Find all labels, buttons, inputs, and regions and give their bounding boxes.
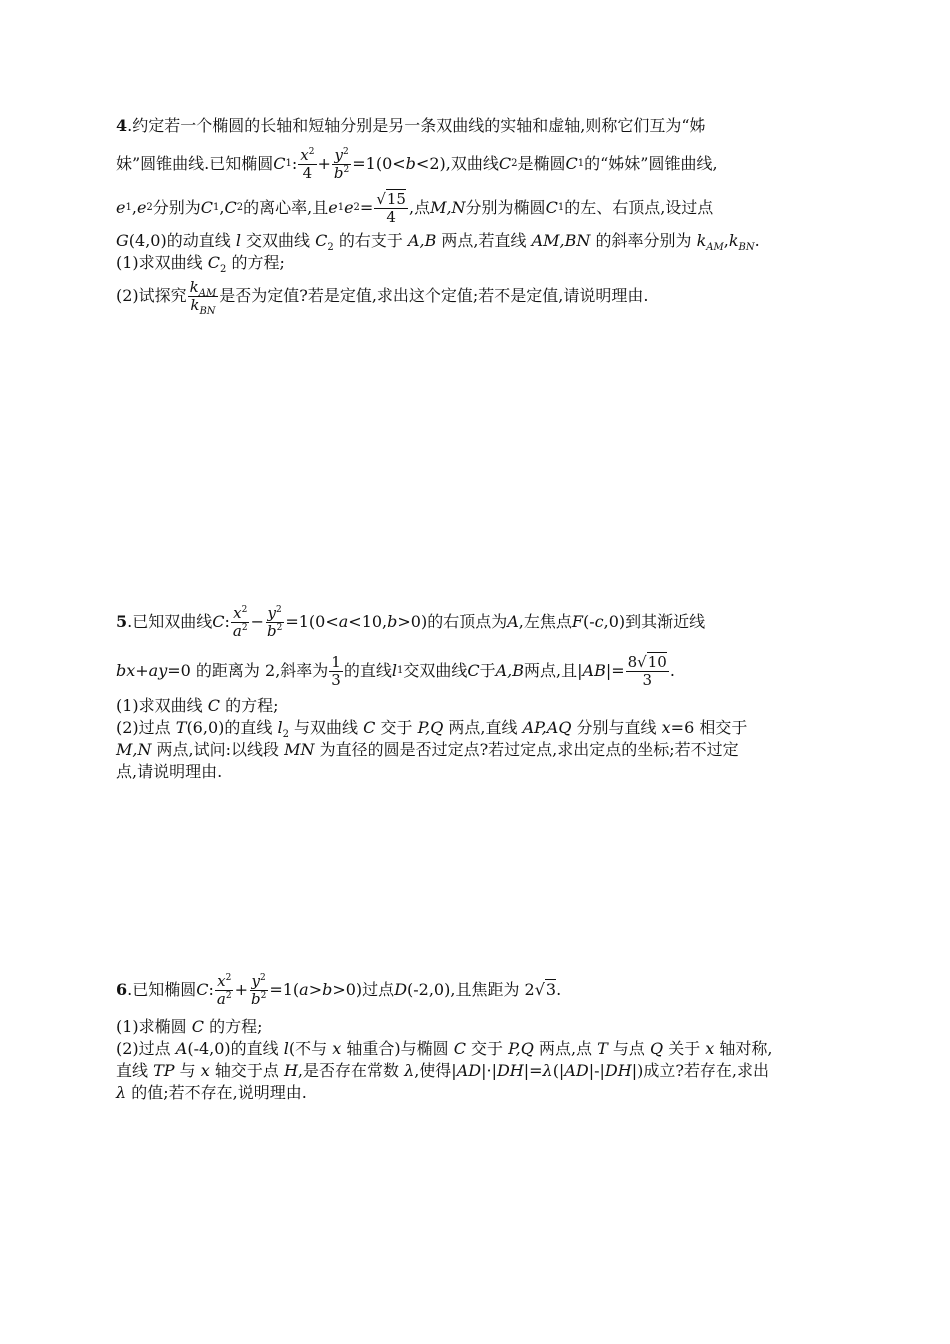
- text-span: (|: [552, 1061, 565, 1080]
- text-span: a: [299, 980, 309, 999]
- text-span: BN: [199, 305, 216, 317]
- text-span: b: [405, 154, 416, 173]
- text-span: (2)试探究: [116, 286, 187, 305]
- text-span: ,: [723, 231, 729, 250]
- text-span: (-4,0)的直线: [187, 1039, 284, 1058]
- text-span: .: [556, 980, 562, 999]
- text-span: AM,BN: [531, 231, 591, 250]
- text-span: 交于: [465, 1039, 509, 1058]
- text-span: >0)的右顶点为: [397, 612, 508, 631]
- text-span: G: [116, 231, 129, 250]
- text-span: 的方程;: [226, 253, 285, 272]
- text-span: 8: [627, 652, 638, 671]
- text-span: b: [333, 163, 344, 182]
- problem-5-question-2-line-3: [116, 761, 836, 783]
- text-span: b: [266, 621, 277, 640]
- text-span: 2: [220, 264, 227, 276]
- text-span: >: [308, 980, 323, 999]
- text-span: T: [597, 1039, 608, 1058]
- text-span: λ: [116, 1083, 127, 1102]
- problem-6: [116, 964, 836, 1104]
- text-span: e: [344, 198, 354, 217]
- text-span: 分别为: [152, 198, 201, 217]
- text-span: 交于: [375, 718, 418, 737]
- text-span: 与: [174, 1061, 201, 1080]
- text-span: b: [322, 980, 333, 999]
- text-span: >0)过点: [332, 980, 395, 999]
- text-span: ,使得|: [414, 1061, 457, 1080]
- text-span: k: [728, 231, 739, 250]
- text-span: (1)求椭圆: [116, 1017, 192, 1036]
- text-span: 关于: [663, 1039, 706, 1058]
- text-span: |=: [523, 1061, 543, 1080]
- text-span: 的离心率,且: [243, 198, 329, 217]
- text-span: 分别与直线: [571, 718, 662, 737]
- fraction-x2-over-4: [298, 147, 316, 182]
- problem-5-question-1: [116, 695, 836, 717]
- text-span: k: [189, 277, 199, 296]
- text-span: 的右支于: [333, 231, 408, 250]
- text-span: ,0)到其渐近线: [603, 612, 706, 631]
- problem-6-question-2-line-3: [116, 1082, 836, 1104]
- text-span: C: [453, 1039, 466, 1058]
- text-span: +: [135, 661, 149, 680]
- text-span: b: [250, 989, 261, 1008]
- fraction-y2-over-b2: [332, 147, 351, 182]
- text-span: (-2,0),且焦距为 2: [407, 980, 535, 999]
- text-span: λ: [404, 1061, 415, 1080]
- text-span: <10,: [348, 612, 388, 631]
- problem-4-question-1: [116, 252, 836, 274]
- text-span: 于: [479, 661, 496, 680]
- text-span: :: [291, 154, 298, 173]
- text-span: A,B: [407, 231, 437, 250]
- text-span: C: [273, 154, 286, 173]
- problem-5-question-2-line-1: [116, 717, 836, 739]
- text-span: D: [394, 980, 408, 999]
- text-span: x: [233, 603, 242, 622]
- text-span: 2: [225, 990, 232, 1001]
- text-span: a: [338, 612, 349, 631]
- text-span: |)成立?若存在,求出: [631, 1061, 769, 1080]
- text-span: C: [315, 231, 328, 250]
- text-span: x: [661, 718, 671, 737]
- text-span: 2: [276, 604, 282, 615]
- text-span: C: [545, 198, 558, 217]
- text-span: A,B: [495, 661, 525, 680]
- text-span: =: [359, 198, 374, 217]
- text-span: C: [212, 612, 225, 631]
- problem-number: 6: [116, 980, 128, 999]
- problem-5-line-1: [116, 597, 836, 647]
- problem-6-question-2-line-1: [116, 1038, 836, 1060]
- text-span: DH: [496, 1061, 524, 1080]
- text-span: l: [235, 231, 241, 250]
- text-span: ,点: [408, 198, 431, 217]
- text-span: 与点: [607, 1039, 650, 1058]
- problem-number: 5: [116, 612, 128, 631]
- text-span: 的左、右顶点,设过点: [564, 198, 714, 217]
- text-span: 2: [260, 972, 266, 983]
- text-span: C: [200, 198, 214, 217]
- text-span: AM: [198, 287, 217, 299]
- text-span: 2: [241, 622, 248, 633]
- fraction-1-over-3: [329, 654, 343, 689]
- text-span: 的值;若不存在,说明理由.: [126, 1083, 307, 1102]
- text-span: b: [387, 612, 398, 631]
- text-span: 交双曲线: [240, 231, 316, 250]
- text-span: (2)过点: [116, 718, 176, 737]
- text-span: |-|: [588, 1061, 605, 1080]
- text-span: e: [136, 198, 147, 217]
- text-span: 为直径的圆是否过定点?若过定点,求出定点的坐标;若不过定: [314, 740, 739, 759]
- text-span: 10: [647, 652, 667, 671]
- text-span: 的“姊妹”圆锥曲线,: [584, 154, 718, 173]
- text-span: 两点,点: [533, 1039, 598, 1058]
- text-span: AP,AQ: [522, 718, 572, 737]
- text-span: =0 的距离为 2,斜率为: [167, 661, 329, 680]
- text-span: ,: [131, 198, 137, 217]
- text-span: 2: [241, 604, 248, 615]
- text-span: x: [300, 145, 309, 164]
- text-span: =1(0<: [285, 612, 339, 631]
- text-span: ,: [219, 198, 225, 217]
- text-span: 两点,试问:以线段: [151, 740, 285, 759]
- text-span: M,N: [116, 740, 152, 759]
- text-span: x: [705, 1039, 715, 1058]
- text-span: (2)过点: [116, 1039, 176, 1058]
- text-span: .: [754, 231, 760, 250]
- text-span: (6,0)的直线: [186, 718, 278, 737]
- text-span: Q: [649, 1039, 664, 1058]
- text-span: k: [696, 231, 707, 250]
- text-span: C: [467, 661, 480, 680]
- sqrt-3: √3: [534, 980, 557, 999]
- text-span: y: [334, 145, 343, 164]
- text-span: 妹”圆锥曲线.已知椭圆: [116, 154, 274, 173]
- text-span: 2: [225, 972, 232, 983]
- text-span: 交双曲线: [403, 661, 468, 680]
- text-span: (1)求双曲线: [116, 253, 208, 272]
- text-span: C: [565, 154, 578, 173]
- text-span: (1)求双曲线: [116, 696, 208, 715]
- text-span: l: [283, 1039, 289, 1058]
- text-span: =6 相交于: [670, 718, 748, 737]
- text-span: TP: [153, 1061, 175, 1080]
- text-span: 两点,若直线: [436, 231, 532, 250]
- text-span: 4: [386, 207, 396, 226]
- text-span: 轴对称,: [714, 1039, 773, 1058]
- text-span: C: [224, 198, 237, 217]
- text-span: x: [217, 971, 226, 990]
- text-span: ay: [148, 661, 168, 680]
- text-span: 4: [302, 163, 313, 182]
- text-span: AD: [456, 1061, 482, 1080]
- text-span: x: [200, 1061, 210, 1080]
- text-span: 2: [282, 729, 289, 741]
- text-span: 2: [343, 164, 350, 175]
- text-span: 点,请说明理由.: [116, 762, 223, 781]
- fraction-y2-over-b2: [249, 973, 268, 1008]
- text-span: .: [669, 661, 675, 680]
- text-span: 3: [545, 980, 557, 999]
- text-span: 轴重合)与椭圆: [341, 1039, 454, 1058]
- text-span: BN: [738, 242, 755, 254]
- text-span: C: [207, 696, 221, 715]
- text-span: AM: [706, 242, 724, 254]
- fraction-y2-over-b2: [265, 605, 284, 640]
- text-span: 的方程;: [204, 1017, 263, 1036]
- text-span: MN: [284, 740, 315, 759]
- text-span: =1(: [269, 980, 300, 999]
- text-span: e: [116, 198, 126, 217]
- text-span: 轴交于点: [209, 1061, 284, 1080]
- problem-4-line-4: [116, 230, 836, 252]
- text-span: 2: [260, 990, 267, 1001]
- problem-6-line-1: [116, 964, 836, 1016]
- text-span: C: [207, 253, 221, 272]
- problem-5-line-2: bx + ay =0 的距离为 2,斜率为 $\frac{1}{3}$ 的直线 l 1 交双曲线 C 于 A,B 两点,且| AB |= $\frac{8√10}{3}$ .: [116, 652, 675, 689]
- text-span: C: [498, 154, 512, 173]
- text-span: .已知椭圆: [127, 980, 197, 999]
- text-span: A: [175, 1039, 188, 1058]
- fraction-8sqrt10-over-3: $\frac{8√10}{3}$: [627, 652, 667, 689]
- text-span: (4,0)的动直线: [128, 231, 236, 250]
- text-span: l: [391, 661, 397, 680]
- text-span: .约定若一个椭圆的长轴和短轴分别是另一条双曲线的实轴和虚轴,则称它们互为“姊: [127, 116, 706, 135]
- text-span: A: [507, 612, 519, 631]
- problem-number: 4: [116, 116, 128, 135]
- problem-4: [116, 116, 836, 318]
- text-span: a: [232, 621, 242, 640]
- text-span: 直线: [116, 1061, 154, 1080]
- text-span: λ: [542, 1061, 553, 1080]
- fraction-x2-over-a2: [215, 973, 234, 1008]
- text-span: P,Q: [417, 718, 444, 737]
- problem-6-question-2-line-2: [116, 1060, 836, 1082]
- text-span: 分别为椭圆: [465, 198, 546, 217]
- text-span: C: [196, 980, 209, 999]
- text-span: 3: [642, 670, 652, 689]
- text-span: :: [208, 980, 214, 999]
- text-span: ,是否存在常数: [297, 1061, 405, 1080]
- text-span: |·|: [481, 1061, 497, 1080]
- text-span: +: [234, 980, 248, 999]
- text-span: x: [332, 1039, 342, 1058]
- fraction-x2-over-a2: [231, 605, 250, 640]
- text-span: H: [283, 1061, 298, 1080]
- text-span: +: [317, 154, 331, 173]
- text-span: DH: [604, 1061, 632, 1080]
- text-span: y: [267, 603, 277, 622]
- text-span: 2: [327, 242, 334, 254]
- problem-4-line-1: [116, 116, 836, 142]
- text-span: (不与: [288, 1039, 333, 1058]
- text-span: P,Q: [508, 1039, 534, 1058]
- text-span: C: [191, 1017, 205, 1036]
- text-span: 2: [276, 622, 283, 633]
- problem-6-question-1: [116, 1016, 836, 1038]
- text-span: AB: [582, 661, 606, 680]
- text-span: y: [251, 971, 261, 990]
- text-span: bx: [116, 661, 136, 680]
- text-span: 是椭圆: [517, 154, 566, 173]
- text-span: ,左焦点: [518, 612, 572, 631]
- text-span: 的直线: [343, 661, 392, 680]
- text-span: 2: [308, 146, 315, 157]
- text-span: l: [277, 718, 283, 737]
- text-span: 两点,直线: [443, 718, 523, 737]
- text-span: M,N: [430, 198, 466, 217]
- text-span: e: [328, 198, 338, 217]
- problem-5: [116, 597, 836, 783]
- text-span: −: [250, 612, 264, 631]
- fraction-sqrt15-over-4: $\frac{√15}{4}$: [376, 189, 406, 226]
- text-span: c: [594, 612, 604, 631]
- text-span: 的斜率分别为: [590, 231, 697, 250]
- text-span: C: [363, 718, 376, 737]
- text-span: T: [175, 718, 187, 737]
- text-span: AD: [564, 1061, 589, 1080]
- problem-4-line-3: e 1 , e 2 分别为 C 1 , C 2 的离心率,且 e 1 e 2 = $\frac{√15}{4}$ ,点 M,N 分别为椭圆 C 1 的左、右顶点,设过点: [116, 189, 714, 226]
- text-span: 的方程;: [220, 696, 279, 715]
- text-span: :: [224, 612, 230, 631]
- text-span: =1(0<: [352, 154, 406, 173]
- text-span: 3: [331, 670, 341, 689]
- fraction-kAM-over-kBN: [188, 277, 219, 317]
- text-span: .已知双曲线: [127, 612, 213, 631]
- text-span: (-: [583, 612, 595, 631]
- text-span: F: [571, 612, 583, 631]
- text-span: 2: [342, 146, 349, 157]
- text-span: <2),双曲线: [415, 154, 499, 173]
- text-span: 1: [331, 652, 341, 671]
- text-span: 两点,且|: [524, 661, 583, 680]
- text-span: k: [190, 295, 200, 314]
- text-span: |=: [605, 661, 625, 680]
- text-span: 15: [386, 189, 406, 208]
- text-span: 与双曲线: [288, 718, 364, 737]
- text-span: a: [216, 989, 226, 1008]
- problem-4-line-2: 妹”圆锥曲线.已知椭圆 C 1 : $\frac{x^2}{4}$ + $\frac{y^2}{b^2}$ =1(0< b <2),双曲线 C 2 是椭圆 C 1 的“姊妹”圆锥曲线,: [116, 145, 718, 182]
- text-span: 是否为定值?若是定值,求出这个定值;若不是定值,请说明理由.: [219, 286, 649, 305]
- problem-5-question-2-line-2: [116, 739, 836, 761]
- problem-4-question-2: [116, 274, 836, 318]
